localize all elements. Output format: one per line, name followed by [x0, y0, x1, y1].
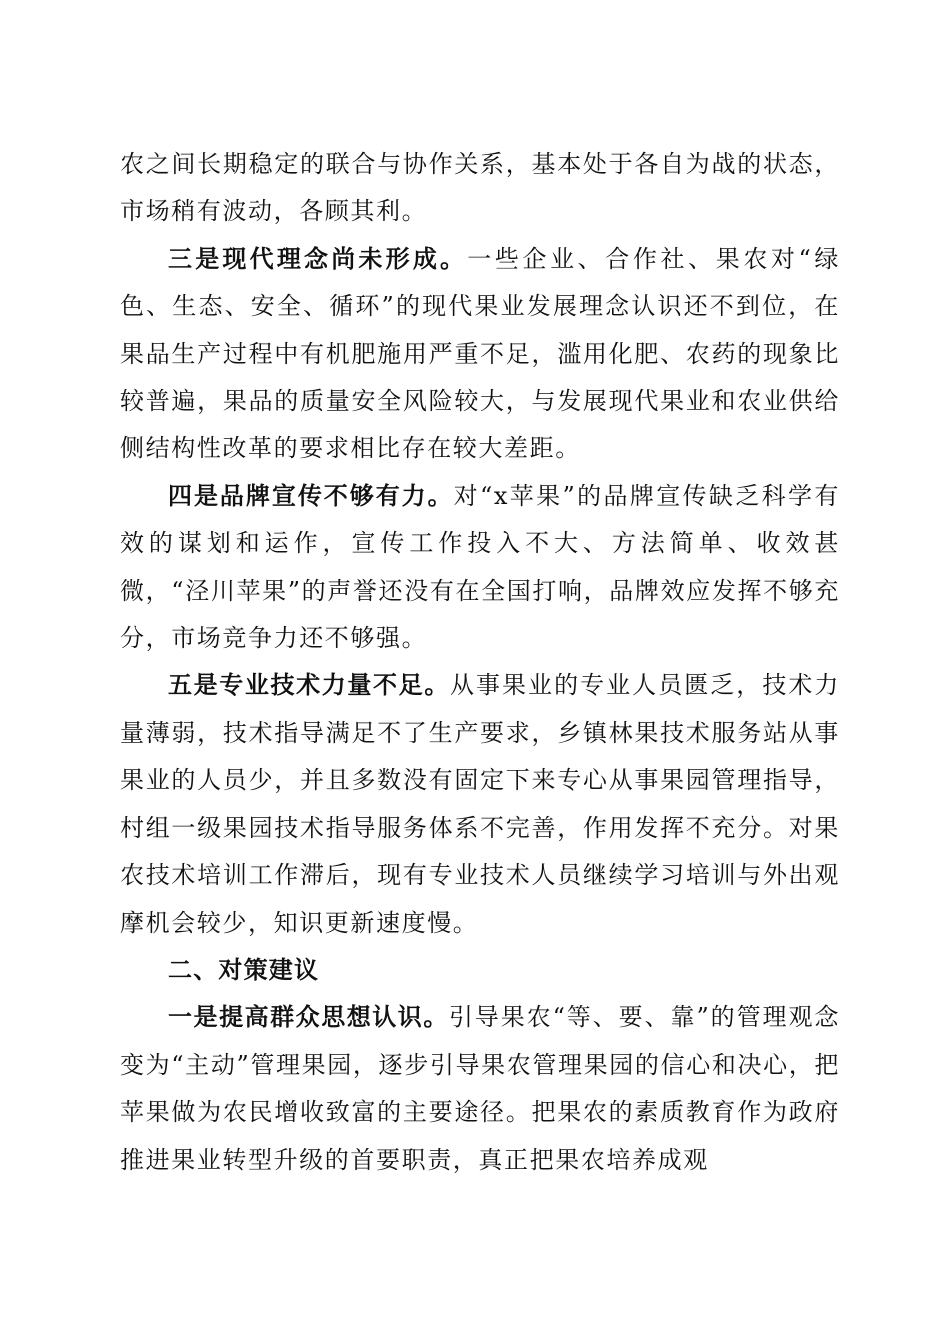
suggestion-paragraph-1 — [120, 994, 840, 1184]
issue-5-body: 从事果业的专业人员匮乏，技术力量薄弱，技术指导满足不了生产要求，乡镇林果技术服务站从事果业的人员少，并且多数没有固定下来专心从事果园管理指导，村组一级果园技术指导服务体系不完善，作用发挥不充分。对果农技术培训工作滞后，现有专业技术人员继续学习培训与外出观摩机会较少，知识更新速度慢。 — [120, 671, 840, 937]
issue-5-lead: 五是专业技术力量不足。 — [168, 671, 450, 700]
issue-paragraph-5 — [120, 662, 840, 946]
issue-3-body: 一些企业、合作社、果农对“绿色、生态、安全、循环”的现代果业发展理念认识还不到位，在果品生产过程中有机肥施用严重不足，滥用化肥、农药的现象比较普遍，果品的质量安全风险较大，与发展现代果业和农业供给侧结构性改革的要求相比存在较大差距。 — [120, 244, 841, 463]
issue-3-lead: 三是现代理念尚未形成。 — [168, 244, 468, 273]
continuation-paragraph — [120, 141, 840, 236]
issue-paragraph-3 — [120, 236, 840, 473]
continuation-text: 农之间长期稳定的联合与协作关系，基本处于各自为战的状态，市场稍有波动，各顾其利。 — [120, 150, 840, 226]
document-body — [120, 141, 840, 1184]
issue-4-body: 对“x苹果”的品牌宣传缺乏科学有效的谋划和运作，宣传工作投入不大、方法简单、收效甚微，“泾川苹果”的声誉还没有在全国打响，品牌效应发挥不够充分，市场竞争力还不够强。 — [120, 481, 840, 653]
suggestion-1-body: 引导果农“等、要、靠”的管理观念变为“主动”管理果园，逐步引导果农管理果园的信心和决心，把苹果做为农民增收致富的主要途径。把果农的素质教育作为政府推进果业转型升级的首要职责，真正把果农培养成观 — [120, 1003, 841, 1174]
issue-4-lead: 四是品牌宣传不够有力。 — [168, 481, 454, 510]
section-heading: 二、对策建议 — [168, 955, 320, 984]
issue-paragraph-4 — [120, 473, 840, 663]
suggestion-1-lead: 一是提高群众思想认识。 — [168, 1003, 449, 1032]
